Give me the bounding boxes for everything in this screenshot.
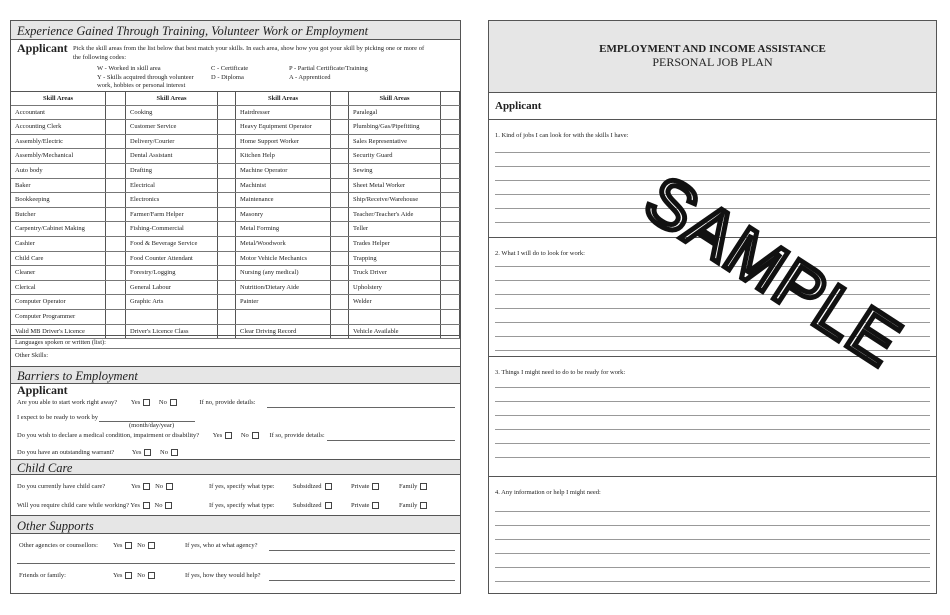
skill-name: Baker <box>11 179 106 193</box>
medical-no-checkbox[interactable] <box>252 432 259 439</box>
skill-code-input[interactable] <box>331 164 349 178</box>
medical-question: Do you wish to declare a medical condition, impairment or disability? <box>17 432 200 439</box>
skill-code-input[interactable] <box>218 179 236 193</box>
cc-current-family-checkbox[interactable] <box>420 483 427 490</box>
answer-line[interactable] <box>495 581 930 582</box>
skill-name: Fishing-Commercial <box>126 222 218 236</box>
skill-name: Truck Driver <box>349 266 441 280</box>
table-row <box>11 179 460 194</box>
skill-code-input[interactable] <box>331 252 349 266</box>
skill-name: Maintenance <box>236 193 331 207</box>
question-3: 3. Things I might need to do to be ready for work: <box>495 369 626 376</box>
table-row <box>11 295 460 310</box>
cc-require-subsidized-checkbox[interactable] <box>325 502 332 509</box>
skill-code-input[interactable] <box>106 310 126 324</box>
skill-name: Food Counter Attendant <box>126 252 218 266</box>
answer-line[interactable] <box>495 180 930 181</box>
column-header: Skill Areas <box>236 92 331 105</box>
skill-code-input[interactable] <box>218 135 236 149</box>
skill-code-input[interactable] <box>331 222 349 236</box>
question-2: 2. What I will do to look for work: <box>495 250 585 257</box>
skill-name: Nutrition/Dietary Aide <box>236 281 331 295</box>
skill-name: Motor Vehicle Mechanics <box>236 252 331 266</box>
start-question: Are you able to start work right away? <box>17 399 118 406</box>
skill-name: Computer Operator <box>11 295 106 309</box>
skill-name: Machinist <box>236 179 331 193</box>
answer-line[interactable] <box>495 553 930 554</box>
skill-code-input[interactable] <box>441 252 460 266</box>
cc-current-yes-checkbox[interactable] <box>143 483 150 490</box>
column-header: Skill Areas <box>349 92 441 105</box>
skill-name: Forestry/Logging <box>126 266 218 280</box>
skill-code-input[interactable] <box>106 237 126 251</box>
skill-name: Accounting Clerk <box>11 120 106 134</box>
code-a: A - Apprenticed <box>289 74 331 81</box>
code-d: D - Diploma <box>211 74 244 81</box>
skill-code-input[interactable] <box>106 266 126 280</box>
skill-code-input[interactable] <box>106 149 126 163</box>
table-row <box>11 164 460 179</box>
medical-details-input[interactable] <box>327 440 455 441</box>
skill-code-input[interactable] <box>441 106 460 120</box>
code-c: C - Certificate <box>211 65 249 72</box>
code-column-header <box>331 92 349 105</box>
skill-name <box>349 310 441 324</box>
skill-code-input[interactable] <box>106 135 126 149</box>
friends-question: Friends or family: <box>19 572 66 579</box>
table-row <box>11 120 460 135</box>
instructions: Pick the skill areas from the list below that best match your skills. In each area, show how you got your skill by picking one or more of the following codes: <box>73 45 425 61</box>
answer-line[interactable] <box>495 166 930 167</box>
barriers-section-title: Barriers to Employment <box>11 366 460 384</box>
skill-code-input[interactable] <box>441 266 460 280</box>
agencies-who-label: If yes, who at what agency? <box>185 542 258 549</box>
skill-name: Painter <box>236 295 331 309</box>
date-hint: (month/day/year) <box>129 422 175 429</box>
table-row <box>11 281 460 296</box>
answer-line[interactable] <box>495 511 930 512</box>
code-column-header <box>218 92 236 105</box>
answer-line[interactable] <box>495 415 930 416</box>
skill-name: Cashier <box>11 237 106 251</box>
cc-current-question: Do you currently have child care? <box>17 483 106 490</box>
plan-title: EMPLOYMENT AND INCOME ASSISTANCE <box>599 43 826 55</box>
personal-job-plan <box>488 20 937 594</box>
skill-name: Upholstery <box>349 281 441 295</box>
cc-require-yes-checkbox[interactable] <box>143 502 150 509</box>
skill-name: Trapping <box>349 252 441 266</box>
skill-name: Metal/Woodwork <box>236 237 331 251</box>
skill-name: Security Guard <box>349 149 441 163</box>
skill-name: Sheet Metal Worker <box>349 179 441 193</box>
friends-how-input[interactable] <box>269 580 455 581</box>
cc-require-question: Will you require child care while working? <box>17 502 130 509</box>
skill-code-input[interactable] <box>218 106 236 120</box>
answer-line[interactable] <box>495 525 930 526</box>
skill-name: Hairdresser <box>236 106 331 120</box>
column-header: Skill Areas <box>126 92 218 105</box>
skill-code-input[interactable] <box>331 149 349 163</box>
cc-require-private-checkbox[interactable] <box>372 502 379 509</box>
skill-name: Heavy Equipment Operator <box>236 120 331 134</box>
code-w: W - Worked in skill area <box>97 65 161 72</box>
skill-code-input[interactable] <box>441 295 460 309</box>
skill-name: Clerical <box>11 281 106 295</box>
skill-code-input[interactable] <box>218 149 236 163</box>
cc-require-specify: If yes, specify what type: <box>209 502 275 509</box>
skill-code-input[interactable] <box>441 208 460 222</box>
skill-code-input[interactable] <box>441 135 460 149</box>
skill-name: Butcher <box>11 208 106 222</box>
question-1: 1. Kind of jobs I can look for with the skills I have: <box>495 132 629 139</box>
agencies-no-checkbox[interactable] <box>148 542 155 549</box>
skill-name: Assembly/Electric <box>11 135 106 149</box>
skill-code-input[interactable] <box>106 120 126 134</box>
answer-line[interactable] <box>495 539 930 540</box>
table-row <box>11 208 460 223</box>
table-row <box>11 222 460 237</box>
column-header: Skill Areas <box>11 92 106 105</box>
skill-name: Paralegal <box>349 106 441 120</box>
barriers-applicant-heading: Applicant <box>17 383 68 397</box>
answer-line[interactable] <box>495 457 930 458</box>
start-yes-checkbox[interactable] <box>143 399 150 406</box>
skill-name: Food & Beverage Service <box>126 237 218 251</box>
skill-code-input[interactable] <box>218 120 236 134</box>
skill-name: Cooking <box>126 106 218 120</box>
skill-name: Machine Operator <box>236 164 331 178</box>
skill-code-input[interactable] <box>106 179 126 193</box>
code-column-header <box>106 92 126 105</box>
friends-no-checkbox[interactable] <box>148 572 155 579</box>
skill-name: Graphic Arts <box>126 295 218 309</box>
skill-name: Bookkeeping <box>11 193 106 207</box>
answer-line[interactable] <box>495 152 930 153</box>
table-row <box>11 237 460 252</box>
agencies-extra-line[interactable] <box>17 563 455 564</box>
skill-code-input[interactable] <box>331 266 349 280</box>
cc-current-specify: If yes, specify what type: <box>209 483 275 490</box>
start-no-checkbox[interactable] <box>170 399 177 406</box>
skill-name: Farmer/Farm Helper <box>126 208 218 222</box>
skill-code-input[interactable] <box>218 237 236 251</box>
languages-field[interactable]: Languages spoken or written (list): <box>15 339 106 346</box>
agencies-who-input[interactable] <box>269 550 455 551</box>
skill-code-input[interactable] <box>106 164 126 178</box>
skill-code-input[interactable] <box>441 179 460 193</box>
skill-code-input[interactable] <box>441 222 460 236</box>
skill-code-input[interactable] <box>331 135 349 149</box>
skill-name: Customer Service <box>126 120 218 134</box>
skill-code-input[interactable] <box>106 106 126 120</box>
skill-code-input[interactable] <box>218 252 236 266</box>
code-y: Y - Skills acquired through volunteer work, hobbies or personal interest <box>97 74 194 89</box>
skill-code-input[interactable] <box>218 295 236 309</box>
table-row <box>11 135 460 150</box>
skill-name: Computer Programmer <box>11 310 106 324</box>
skill-code-input[interactable] <box>441 193 460 207</box>
skill-name: Sewing <box>349 164 441 178</box>
skill-code-input[interactable] <box>106 222 126 236</box>
svg-text:SAMPLE: SAMPLE <box>631 160 915 382</box>
skill-code-input[interactable] <box>331 120 349 134</box>
skill-name: Clear Driving Record <box>236 325 331 339</box>
cc-current-private-checkbox[interactable] <box>372 483 379 490</box>
answer-line[interactable] <box>495 429 930 430</box>
skill-name: Carpentry/Cabinet Making <box>11 222 106 236</box>
skill-code-input[interactable] <box>441 120 460 134</box>
skill-code-input[interactable] <box>331 310 349 324</box>
skill-name <box>126 310 218 324</box>
skill-name: Child Care <box>11 252 106 266</box>
skill-code-input[interactable] <box>441 310 460 324</box>
code-column-header <box>441 92 460 105</box>
skill-code-input[interactable] <box>218 266 236 280</box>
skill-name: Metal Forming <box>236 222 331 236</box>
table-row <box>11 310 460 325</box>
skill-name: Home Support Worker <box>236 135 331 149</box>
skill-code-input[interactable] <box>218 164 236 178</box>
skill-code-input[interactable] <box>441 164 460 178</box>
warrant-no-checkbox[interactable] <box>171 449 178 456</box>
skill-name: Electrical <box>126 179 218 193</box>
supports-section-title: Other Supports <box>11 515 460 534</box>
warrant-yes-checkbox[interactable] <box>144 449 151 456</box>
skill-code-input[interactable] <box>218 310 236 324</box>
cc-require-family-checkbox[interactable] <box>420 502 427 509</box>
skill-name: Drafting <box>126 164 218 178</box>
table-row <box>11 193 460 208</box>
skill-code-input[interactable] <box>331 237 349 251</box>
skill-code-input[interactable] <box>441 237 460 251</box>
skill-code-input[interactable] <box>106 208 126 222</box>
cc-current-no-checkbox[interactable] <box>166 483 173 490</box>
skill-name: Plumbing/Gas/Pipefitting <box>349 120 441 134</box>
skill-name: Teacher/Teacher's Aide <box>349 208 441 222</box>
skill-name: Teller <box>349 222 441 236</box>
answer-line[interactable] <box>495 567 930 568</box>
skill-code-input[interactable] <box>331 281 349 295</box>
question-4: 4. Any information or help I might need: <box>495 489 601 496</box>
applicant-heading: Applicant <box>17 41 68 55</box>
table-row <box>11 106 460 121</box>
skill-name: Delivery/Courier <box>126 135 218 149</box>
plan-subtitle: PERSONAL JOB PLAN <box>652 55 773 69</box>
skill-name: Assembly/Mechanical <box>11 149 106 163</box>
warrant-question: Do you have an outstanding warrant? <box>17 449 115 456</box>
skill-name: Valid MB Driver's Licence <box>11 325 106 339</box>
skill-name: Welder <box>349 295 441 309</box>
agencies-yes-checkbox[interactable] <box>125 542 132 549</box>
cc-current-subsidized-checkbox[interactable] <box>325 483 332 490</box>
table-row <box>11 252 460 267</box>
other-skills-field[interactable]: Other Skills: <box>15 352 49 359</box>
skill-code-input[interactable] <box>441 281 460 295</box>
skill-name: Auto body <box>11 164 106 178</box>
skill-code-input[interactable] <box>106 252 126 266</box>
skill-code-input[interactable] <box>106 295 126 309</box>
table-header-row <box>11 91 460 106</box>
plan-applicant: Applicant <box>495 100 542 112</box>
skill-code-input[interactable] <box>218 193 236 207</box>
skill-name: Ship/Receive/Warehouse <box>349 193 441 207</box>
skills-barriers-form: Experience Gained Through Training, Volunteer Work or Employment Applicant Pick the skill areas from the list below that best match your skills. In each area, show how you got your skill by picking one or more of the following codes: W - Worked in skill area Y - Skills acquired through volunteer work, hobbies or personal interest C - Certificate D - Diploma P - Partial Certificate/Training A - Apprenticed Skill Areas Skill Areas Skill Areas Skill Areas Accountant Cooking Hairdresser Paralegal Accounting Clerk Customer Service Heavy Equipment Operator Plumbing/Gas/Pipefitting Assembly/Electric Delivery/Courier Home Support Worker Sales Representative Assembly/Mechanical Dental Assistant Kitchen Help Security Guard Auto body Drafting Machine Operator Sewing Baker Electrical Machinist Sheet Metal Worker Bookkeeping Electronics Maintenance Ship/Receive/Warehouse Butcher Farmer/Farm Helper Masonry Teacher/Teacher's Aide Carpentry/Cabinet Making Fishing-Commercial Metal Forming Teller Cashier Food & Beverage Service Metal/Woodwork Trades Helper Child Care Food Counter Attendant Motor Vehicle Mechanics Trapping Cleaner Forestry/Logging Nursing (any medical) Truck Driver Clerical General Labour Nutrition/Dietary Aide Upholstery Computer Operator Graphic Arts Painter Welder Computer Programmer Valid MB Driver's Licence Driver's Licence Class Clear Driving Record Vehicle Available Languages spoken or written (list): Other Skills: Barriers to Employment Applicant Are you able to start work right away? Yes No If no, provide details: I expect to be ready to work by (month/day/year) Do you wish to declare a medical condition, impairment or disability? Yes No If so, provide details: Do you have an outstanding warrant? Yes No Child Care Do you currently have child care? Yes No If yes, specify what type: Subsidized Private Family Will you require child care while working? Yes No If yes, specify what type: Subsidized Private Family Other Supports Other agencies or counsellors: Yes No If yes, who at what agency? Friends or family: Yes No If yes, how they would help? <box>10 20 461 594</box>
skill-name: Vehicle Available <box>349 325 441 339</box>
skill-name: General Labour <box>126 281 218 295</box>
code-p: P - Partial Certificate/Training <box>289 65 368 72</box>
skill-code-input[interactable] <box>218 281 236 295</box>
skill-name: Dental Assistant <box>126 149 218 163</box>
skill-name: Masonry <box>236 208 331 222</box>
cc-require-no-checkbox[interactable] <box>165 502 172 509</box>
skill-code-input[interactable] <box>331 208 349 222</box>
skill-name: Cleaner <box>11 266 106 280</box>
answer-line[interactable] <box>495 443 930 444</box>
agencies-question: Other agencies or counsellors: <box>19 542 98 549</box>
childcare-section-title: Child Care <box>11 459 460 475</box>
sample-watermark <box>589 160 915 411</box>
skill-name: Kitchen Help <box>236 149 331 163</box>
skill-name: Accountant <box>11 106 106 120</box>
skill-code-input[interactable] <box>106 281 126 295</box>
skill-code-input[interactable] <box>218 222 236 236</box>
skill-code-input[interactable] <box>331 193 349 207</box>
skill-name <box>236 310 331 324</box>
skill-name: Nursing (any medical) <box>236 266 331 280</box>
friends-how-label: If yes, how they would help? <box>185 572 261 579</box>
skill-code-input[interactable] <box>331 295 349 309</box>
skill-name: Electronics <box>126 193 218 207</box>
skill-code-input[interactable] <box>331 106 349 120</box>
friends-yes-checkbox[interactable] <box>125 572 132 579</box>
table-row <box>11 266 460 281</box>
skill-name: Trades Helper <box>349 237 441 251</box>
experience-section-title: Experience Gained Through Training, Volunteer Work or Employment <box>11 20 460 40</box>
skill-name: Sales Representative <box>349 135 441 149</box>
ready-question: I expect to be ready to work by <box>17 414 99 421</box>
skill-name: Driver's Licence Class <box>126 325 218 339</box>
skill-code-input[interactable] <box>441 149 460 163</box>
skill-code-input[interactable] <box>106 193 126 207</box>
skill-code-input[interactable] <box>218 208 236 222</box>
start-details-input[interactable] <box>267 407 455 408</box>
skill-code-input[interactable] <box>331 179 349 193</box>
medical-yes-checkbox[interactable] <box>225 432 232 439</box>
table-row <box>11 149 460 164</box>
